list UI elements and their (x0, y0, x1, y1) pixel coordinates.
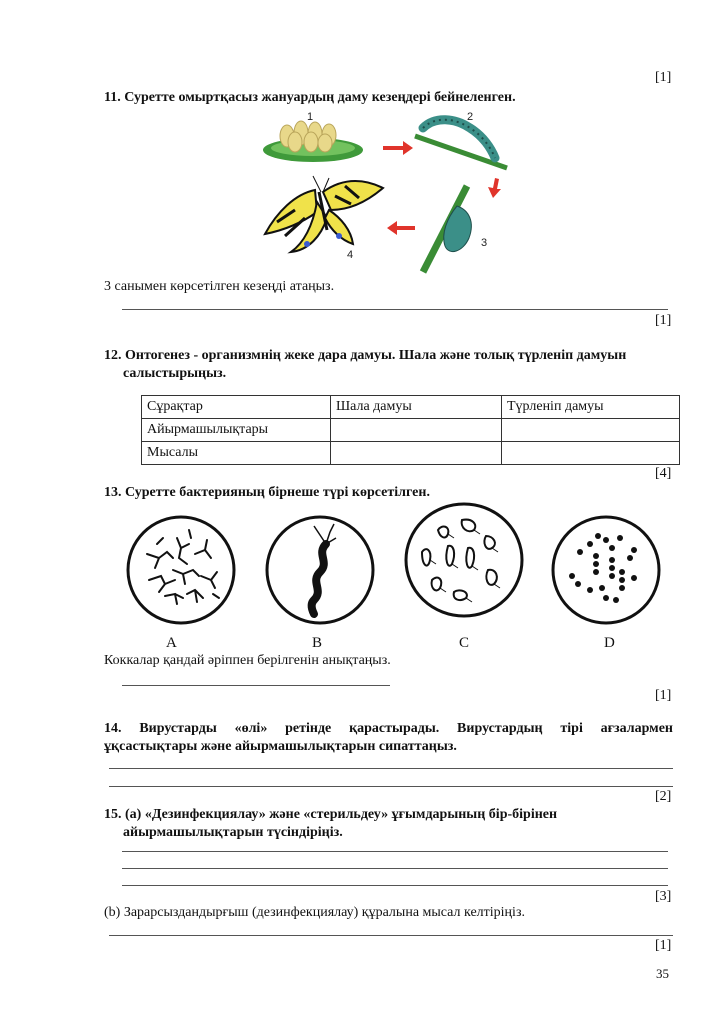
q12-title-line1: 12. Онтогенез - организмнің жеке дара дамуы. Шала және толық түрленіп дамуын (104, 348, 627, 363)
mark-q12: [4] (655, 466, 672, 481)
answer-line-q14-2[interactable] (109, 786, 673, 787)
bacteria-circle-c (402, 500, 526, 620)
q12-title-line2: салыстырыңыз. (123, 366, 227, 381)
table-row-label: Мысалы (142, 442, 331, 465)
q13-prompt: Коккалар қандай әріппен берілгенін анықтаңыз. (104, 653, 391, 668)
table-row (142, 442, 680, 465)
stage-number-4: 4 (347, 249, 354, 261)
q15b-text: (b) Зарарсыздандырғыш (дезинфекциялау) құралына мысал келтіріңіз. (104, 905, 525, 920)
answer-cell[interactable] (331, 442, 502, 465)
answer-line-q15b[interactable] (109, 935, 673, 936)
table-row-label: Айырмашылықтары (142, 419, 331, 442)
bacteria-circle-a (125, 514, 237, 626)
label-c: C (459, 635, 470, 651)
mark-q14: [2] (655, 789, 672, 804)
bacteria-circle-b (264, 514, 376, 626)
q11-title: 11. Суретте омыртқасыз жануардың даму кезеңдері бейнеленген. (104, 90, 516, 105)
table-header-cell: Сұрақтар (142, 396, 331, 419)
mark-q13: [1] (655, 688, 672, 703)
stage-number-1: 1 (307, 111, 314, 123)
table-row (142, 419, 680, 442)
table-header-row (142, 396, 680, 419)
answer-cell[interactable] (331, 419, 502, 442)
label-a: A (166, 635, 177, 651)
q13-title: 13. Суретте бактерияның бірнеше түрі көрсетілген. (104, 485, 430, 500)
stage-number-2: 2 (467, 111, 474, 123)
mark-q15b: [1] (655, 938, 672, 953)
eggs-stage (263, 121, 363, 162)
bacteria-circle-d (550, 514, 662, 626)
q15a-line2: айырмашылықтарын түсіндіріңіз. (123, 825, 343, 840)
label-b: B (312, 635, 323, 651)
answer-line-q11[interactable] (122, 309, 668, 310)
answer-cell[interactable] (502, 419, 680, 442)
q15a-line1: 15. (a) «Дезинфекциялау» және «стерильдеу» ұғымдарының бір-бірінен (104, 807, 558, 822)
label-d: D (604, 635, 615, 651)
table-header-cell: Түрленіп дамуы (502, 396, 680, 419)
butterfly-stage (265, 176, 383, 252)
q14-text-line1: 14. Вирустарды «өлі» ретінде қарастырады. Вирустардың тірі ағзалармен (104, 721, 673, 736)
mark-q11: [1] (655, 313, 672, 328)
comparison-table (141, 395, 680, 465)
insect-life-cycle-figure (255, 106, 540, 276)
answer-line-q14-1[interactable] (109, 768, 673, 769)
page-number: 35 (656, 966, 669, 981)
q14-text-line2: ұқсастықтары және айырмашылықтарын сипаттаңыз. (104, 739, 457, 754)
answer-line-q15a-2[interactable] (122, 868, 668, 869)
stage-number-3: 3 (481, 237, 488, 249)
mark-top: [1] (655, 70, 672, 85)
answer-line-q15a-3[interactable] (122, 885, 668, 886)
answer-line-q13[interactable] (122, 685, 390, 686)
q11-prompt: 3 санымен көрсетілген кезеңді атаңыз. (104, 279, 335, 294)
answer-line-q15a-1[interactable] (122, 851, 668, 852)
table-header-cell: Шала дамуы (331, 396, 502, 419)
answer-cell[interactable] (502, 442, 680, 465)
mark-q15a: [3] (655, 889, 672, 904)
